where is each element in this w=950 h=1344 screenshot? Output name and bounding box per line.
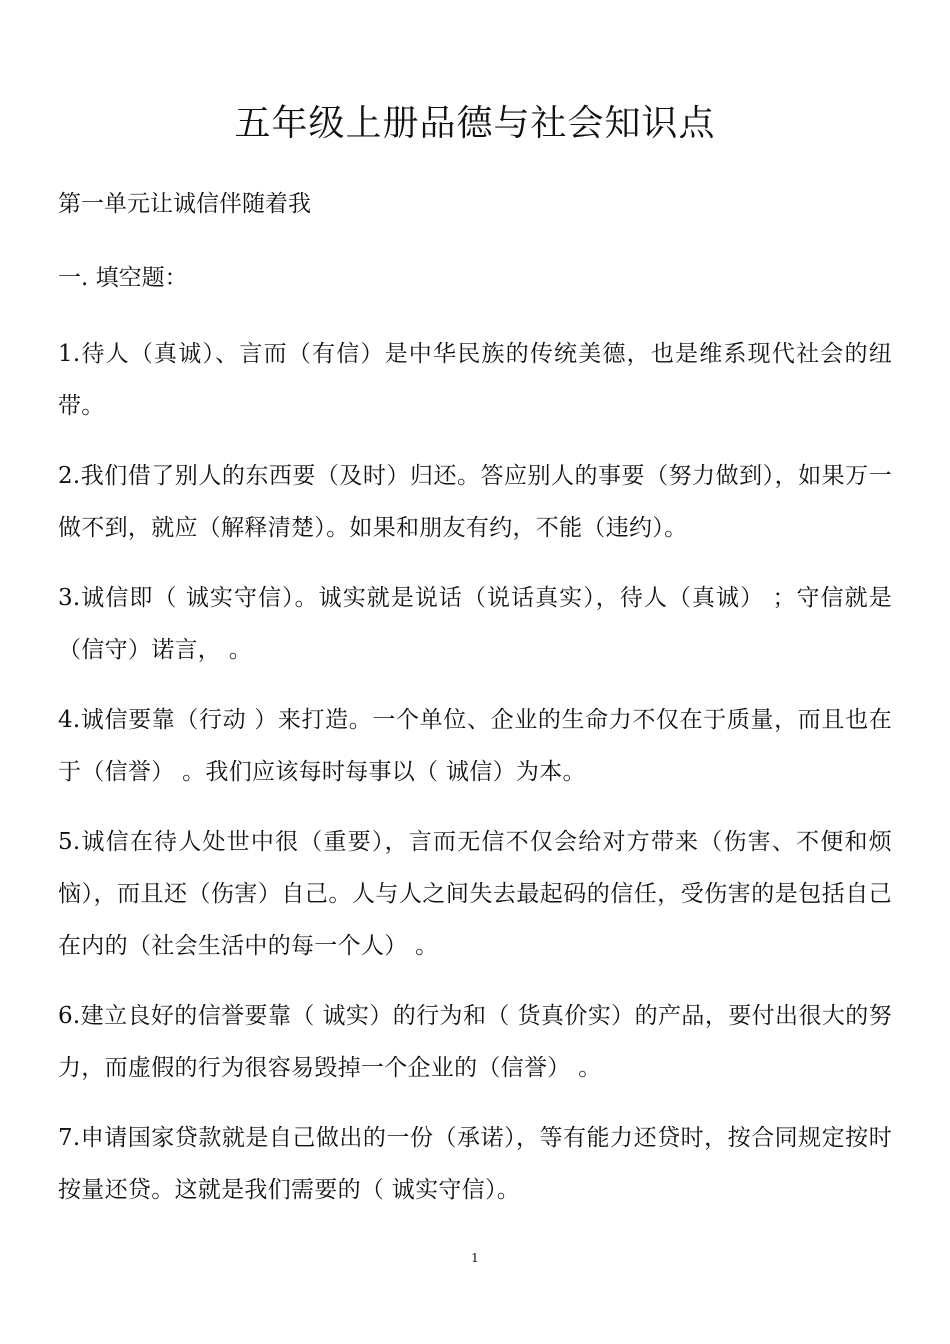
question-item-6: 6.建立良好的信誉要靠（ 诚实）的行为和（ 货真价实）的产品，要付出很大的努力，而虚假的行为很容易毁掉一个企业的（信誉） 。 [58, 1003, 892, 1081]
unit-heading: 第一单元让诚信伴随着我 [58, 191, 311, 217]
question-item-4: 4.诚信要靠（行动 ）来打造。一个单位、企业的生命力不仅在于质量，而且也在于（信誉） 。我们应该每时每事以（ 诚信）为本。 [58, 707, 892, 785]
document-title: 五年级上册品德与社会知识点 [234, 103, 716, 144]
page-number: 1 [471, 1251, 479, 1265]
question-item-7: 7.申请国家贷款就是自己做出的一份（承诺），等有能力还贷时，按合同规定按时按量还贷。这就是我们需要的（ 诚实守信）。 [58, 1125, 892, 1203]
question-item-2: 2.我们借了别人的东西要（及时）归还。答应别人的事要（努力做到），如果万一做不到，就应（解释清楚）。如果和朋友有约，不能（违约）。 [58, 463, 892, 541]
section-heading: 一. 填空题： [58, 265, 188, 291]
question-item-1: 1.待人（真诚）、言而（有信）是中华民族的传统美德，也是维系现代社会的纽带。 [58, 341, 892, 419]
question-list [58, 328, 892, 1234]
question-item-5: 5.诚信在待人处世中很（重要），言而无信不仅会给对方带来（伤害、不便和烦恼），而且还（伤害）自己。人与人之间失去最起码的信任，受伤害的是包括自己在内的（社会生活中的每一个人） 。 [58, 829, 892, 959]
question-item-3: 3.诚信即（ 诚实守信）。诚实就是说话（说话真实），待人（真诚） ；守信就是（信守）诺言， 。 [58, 585, 892, 663]
